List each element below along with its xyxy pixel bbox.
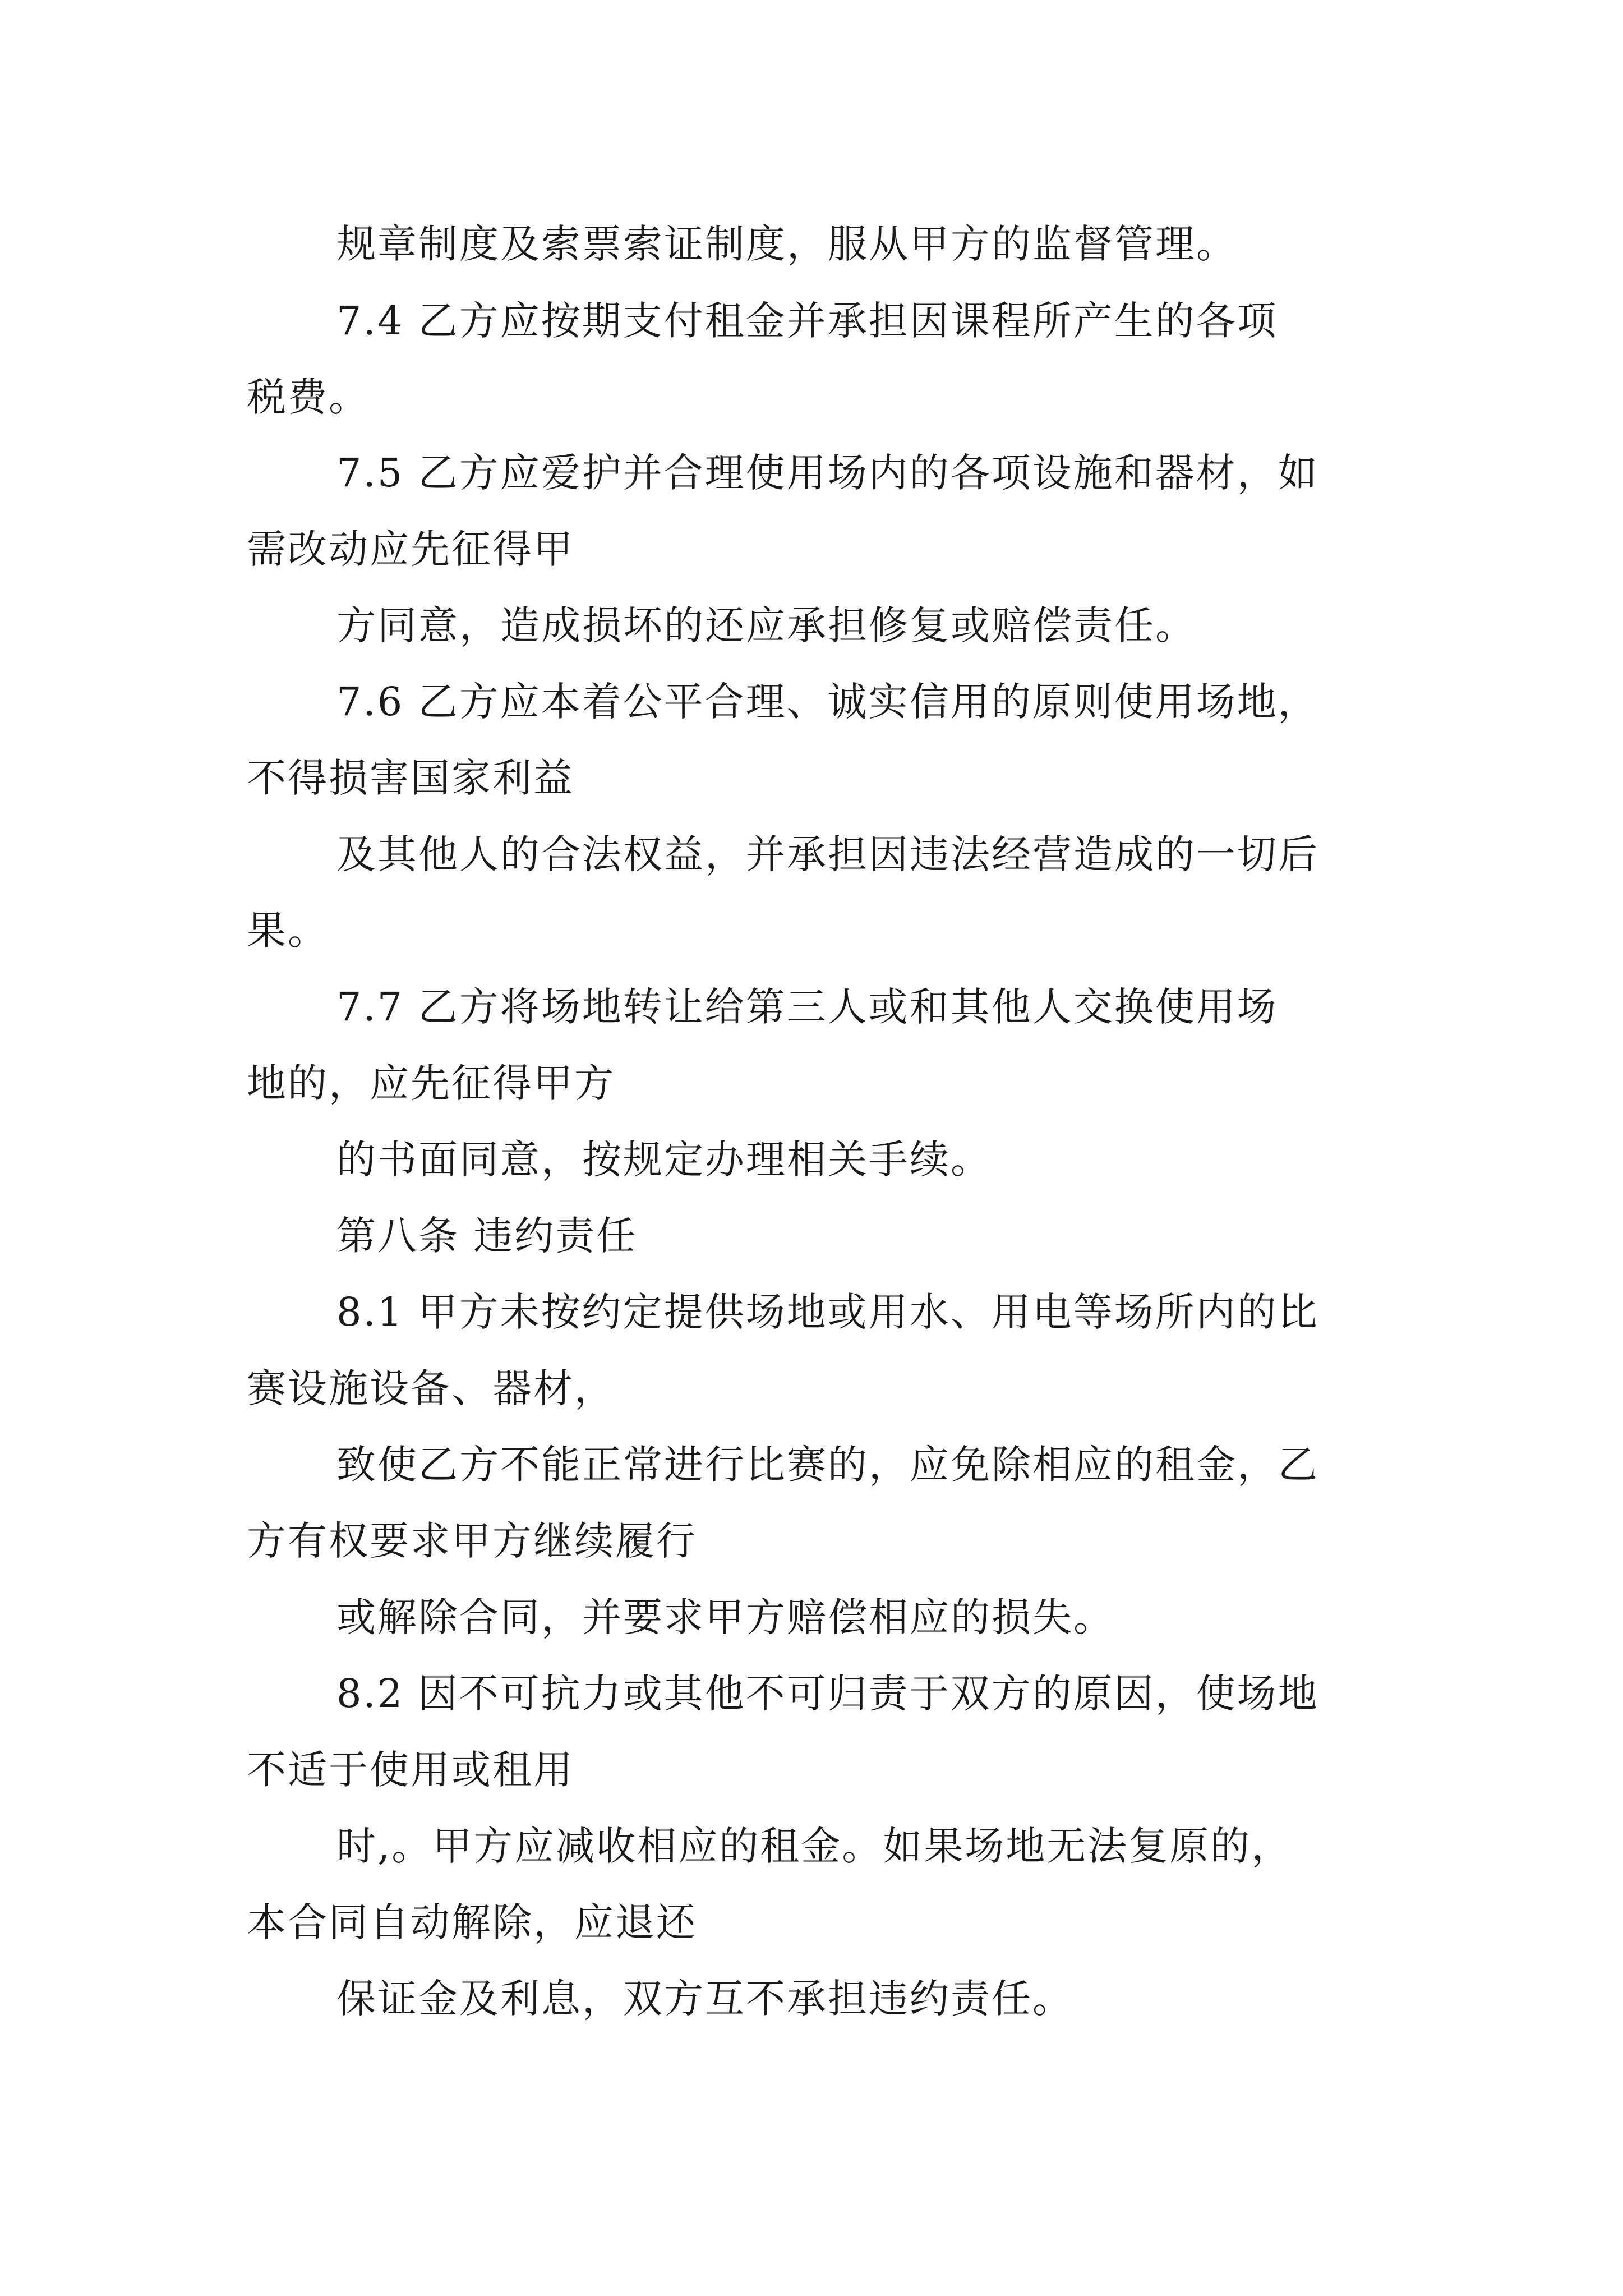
text-line: 致使乙方不能正常进行比赛的，应免除相应的租金，乙 bbox=[336, 1442, 1319, 1488]
text-line: 时,。甲方应减收相应的租金。如果场地无法复原的， bbox=[336, 1823, 1293, 1869]
text-line: 不得损害国家利益 bbox=[247, 755, 574, 801]
text-line: 的书面同意，按规定办理相关手续。 bbox=[336, 1137, 992, 1182]
text-line: 地的，应先征得甲方 bbox=[247, 1060, 615, 1106]
text-line: 及其他人的合法权益，并承担因违法经营造成的一切后 bbox=[336, 831, 1319, 877]
text-line: 方有权要求甲方继续履行 bbox=[247, 1518, 697, 1564]
section-heading: 第八条 违约责任 bbox=[336, 1213, 638, 1259]
text-line: 方同意，造成损坏的还应承担修复或赔偿责任。 bbox=[336, 602, 1196, 648]
text-line: 7.7 乙方将场地转让给第三人或和其他人交换使用场 bbox=[336, 984, 1278, 1030]
text-line: 保证金及利息，双方互不承担违约责任。 bbox=[336, 1976, 1073, 2022]
text-line: 8.1 甲方未按约定提供场地或用水、用电等场所内的比 bbox=[336, 1289, 1319, 1335]
text-line: 7.6 乙方应本着公平合理、诚实信用的原则使用场地， bbox=[336, 679, 1319, 725]
text-line: 7.4 乙方应按期支付租金并承担因课程所产生的各项 bbox=[336, 298, 1278, 344]
text-line: 7.5 乙方应爱护并合理使用场内的各项设施和器材，如 bbox=[336, 450, 1319, 496]
text-line: 果。 bbox=[247, 908, 329, 954]
text-line: 赛设施设备、器材， bbox=[247, 1365, 615, 1411]
text-line: 需改动应先征得甲 bbox=[247, 526, 574, 572]
text-line: 税费。 bbox=[247, 374, 370, 420]
text-line: 不适于使用或租用 bbox=[247, 1747, 574, 1793]
text-line: 或解除合同，并要求甲方赔偿相应的损失。 bbox=[336, 1594, 1114, 1640]
text-line: 8.2 因不可抗力或其他不可归责于双方的原因，使场地 bbox=[336, 1671, 1319, 1717]
text-line: 本合同自动解除，应退还 bbox=[247, 1899, 697, 1945]
text-line: 规章制度及索票索证制度，服从甲方的监督管理。 bbox=[336, 221, 1237, 267]
